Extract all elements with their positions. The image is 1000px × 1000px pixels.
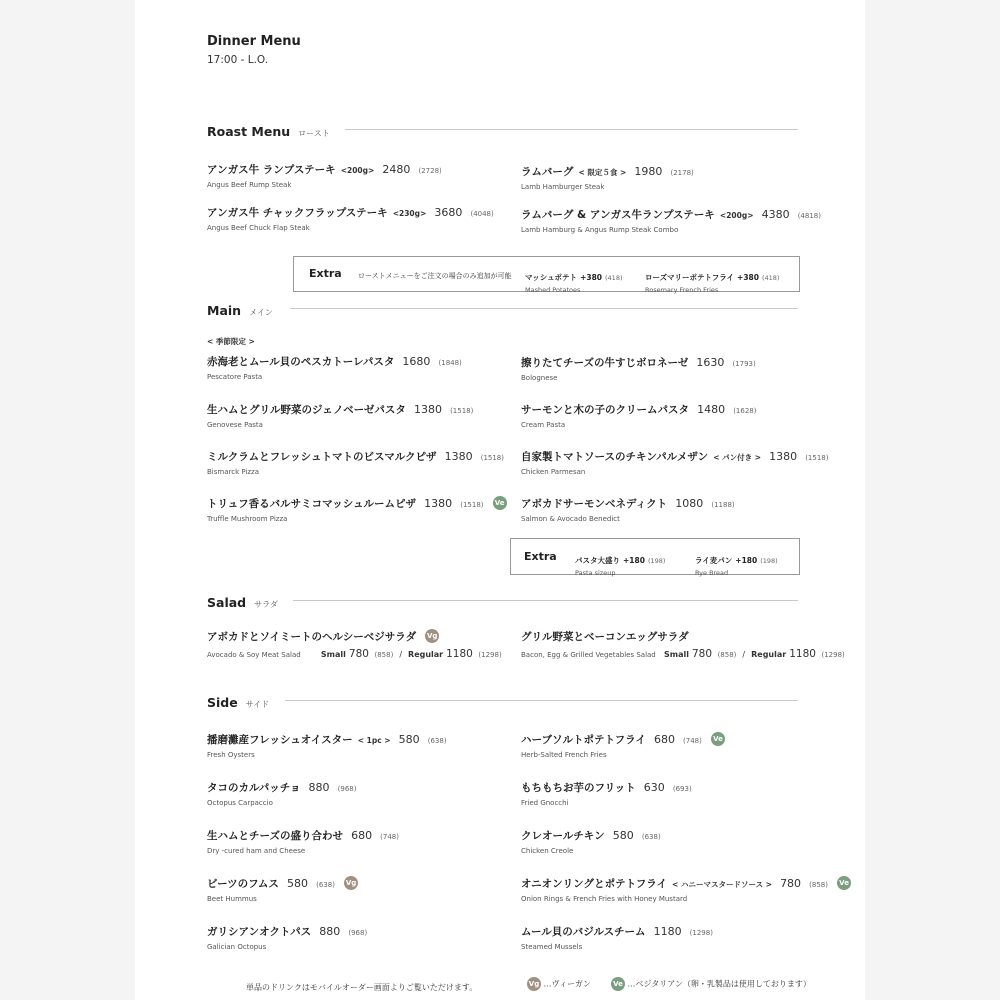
- item-name: クレオールチキン: [521, 830, 605, 842]
- menu-item: [521, 728, 725, 759]
- section-title: Salad: [207, 595, 247, 610]
- page-title: Dinner Menu: [207, 34, 301, 49]
- item-name: 生ハムとグリル野菜のジェノベーゼパスタ: [207, 404, 406, 416]
- menu-item: [207, 625, 502, 660]
- item-english: Dry -cured ham and Cheese: [207, 847, 306, 855]
- item-price: 1380: [424, 497, 453, 510]
- menu-item: [521, 625, 845, 660]
- item-english: Herb-Salted French Fries: [521, 751, 607, 759]
- item-price: 880: [308, 781, 330, 794]
- item-name: タコのカルパッチョ: [207, 782, 301, 794]
- item-size: < パン付き >: [713, 453, 761, 462]
- item-english: Angus Beef Rump Steak: [207, 181, 292, 189]
- section-title: Main: [207, 303, 242, 318]
- menu-item: [207, 158, 442, 189]
- item-name: グリル野菜とベーコンエッグサラダ: [521, 631, 689, 643]
- menu-item: [207, 872, 358, 903]
- item-tax-price: (1188): [711, 501, 735, 509]
- item-price: 1680: [402, 355, 431, 368]
- item-name: ビーツのフムス: [207, 878, 279, 890]
- extra-item-name: ライ麦パン: [695, 556, 733, 565]
- extra-item-price: +380: [580, 273, 603, 282]
- section-subtitle: メイン: [249, 308, 273, 317]
- regular-tax-price: (1298): [478, 651, 502, 659]
- item-tax-price: (1298): [689, 929, 713, 937]
- regular-label: Regular: [751, 650, 787, 659]
- item-tax-price: (4818): [797, 212, 821, 220]
- item-name: ムール貝のバジルスチーム: [521, 926, 646, 938]
- regular-price: 1180: [446, 648, 473, 660]
- section-divider: [290, 308, 798, 309]
- menu-item: [521, 160, 694, 191]
- section-subtitle: サラダ: [254, 600, 279, 609]
- item-price: 1180: [653, 925, 682, 938]
- item-english: Octopus Carpaccio: [207, 799, 273, 807]
- seasonal-tag: < 季節限定 >: [207, 337, 255, 346]
- extra-item-tax-price: (198): [760, 557, 778, 565]
- item-english: Bismarck Pizza: [207, 468, 260, 476]
- item-price: 1980: [634, 165, 663, 178]
- menu-item: [207, 445, 504, 476]
- section-divider: [285, 700, 798, 701]
- small-label: Small: [320, 650, 346, 659]
- item-size: <230g>: [392, 209, 427, 218]
- item-english: Lamb Hamburg & Angus Rump Steak Combo: [521, 226, 679, 234]
- item-name: ハーブソルトポテトフライ: [521, 734, 646, 746]
- item-english: Salmon & Avocado Benedict: [521, 515, 620, 523]
- item-price: 680: [653, 733, 675, 746]
- item-tax-price: (693): [672, 785, 692, 793]
- regular-price: 1180: [789, 648, 816, 660]
- extra-item: [575, 548, 665, 577]
- item-tax-price: (4048): [470, 210, 494, 218]
- salad-detail-row: [521, 648, 845, 660]
- menu-item: [521, 872, 851, 903]
- item-tax-price: (968): [337, 785, 357, 793]
- vegetarian-badge-icon: Ve: [837, 876, 851, 890]
- item-tax-price: (2728): [418, 167, 442, 175]
- small-label: Small: [664, 650, 689, 659]
- menu-item: [207, 824, 399, 855]
- item-price: 1080: [675, 497, 704, 510]
- extra-item-price: +180: [623, 556, 645, 565]
- item-name: 擦りたてチーズの牛すじボロネーゼ: [521, 357, 689, 369]
- item-english: Fried Gnocchi: [521, 799, 569, 807]
- salad-section-heading: [207, 592, 278, 611]
- small-tax-price: (858): [374, 651, 394, 659]
- side-section-heading: [207, 692, 269, 711]
- item-size: <200g>: [340, 166, 375, 175]
- item-price: 1380: [413, 403, 442, 416]
- price-separator: /: [742, 650, 746, 659]
- menu-item: [521, 445, 828, 476]
- item-tax-price: (638): [641, 833, 661, 841]
- item-name: ミルクラムとフレッシュトマトのビスマルクピザ: [207, 451, 437, 463]
- small-price: 780: [348, 648, 369, 660]
- menu-item: [521, 398, 756, 429]
- menu-item: [207, 920, 367, 951]
- item-name: ガリシアンオクトパス: [207, 926, 312, 938]
- extra-item-tax-price: (418): [605, 274, 623, 282]
- item-name: トリュフ香るバルサミコマッシュルームピザ: [207, 498, 417, 510]
- item-name: アンガス牛 ランプステーキ: [207, 164, 336, 176]
- small-price: 780: [691, 648, 713, 660]
- item-price: 580: [398, 733, 420, 746]
- menu-item: [207, 398, 473, 429]
- vegetarian-badge-icon: Ve: [611, 977, 625, 991]
- item-name: ラムバーグ: [521, 166, 574, 178]
- item-tax-price: (2178): [670, 169, 694, 177]
- small-tax-price: (858): [717, 651, 737, 659]
- item-name: アボカドとソイミートのヘルシーベジサラダ: [207, 631, 417, 643]
- item-name: 生ハムとチーズの盛り合わせ: [207, 830, 343, 842]
- regular-tax-price: (1298): [821, 651, 845, 659]
- size-prices: [321, 650, 502, 659]
- extra-note: ローストメニューをご注文の場合のみ追加が可能: [358, 272, 512, 280]
- item-english: Galician Octopus: [207, 943, 267, 951]
- item-english: Bolognese: [521, 374, 558, 382]
- item-tax-price: (638): [316, 881, 335, 889]
- extra-item-tax-price: (198): [647, 557, 666, 565]
- item-english: Truffle Mushroom Pizza: [207, 515, 288, 523]
- menu-item: [521, 203, 821, 234]
- vegetarian-badge-icon: Ve: [711, 732, 725, 746]
- item-size: < 1pc >: [357, 736, 391, 745]
- item-price: 1630: [696, 356, 725, 369]
- item-price: 2480: [382, 163, 411, 176]
- menu-item: [521, 492, 735, 523]
- section-subtitle: ロースト: [298, 129, 330, 138]
- regular-label: Regular: [408, 650, 444, 659]
- item-tax-price: (638): [427, 737, 447, 745]
- extra-item: [645, 265, 779, 294]
- menu-item: [521, 824, 661, 855]
- item-english: Chicken Parmesan: [521, 468, 586, 476]
- item-english: Chicken Creole: [521, 847, 574, 855]
- item-tax-price: (858): [809, 881, 828, 889]
- section-subtitle: サイド: [245, 700, 270, 709]
- item-english: Pescatore Pasta: [207, 373, 263, 381]
- menu-item: [207, 776, 356, 807]
- extra-item-english: Rye Bread: [695, 569, 729, 577]
- item-tax-price: (1628): [733, 407, 757, 415]
- item-price: 780: [780, 877, 802, 890]
- item-name: オニオンリングとポテトフライ: [521, 878, 667, 890]
- drinks-note: 単品のドリンクはモバイルオーダー画面よりご覧いただけます。: [246, 983, 478, 992]
- item-english: Steamed Mussels: [521, 943, 583, 951]
- extra-item-price: +180: [735, 556, 758, 565]
- item-name: 赤海老とムール貝のペスカトーレパスタ: [207, 356, 395, 368]
- extra-item-name: ローズマリーポテトフライ: [645, 273, 735, 282]
- main-section-heading: [207, 300, 273, 319]
- item-tax-price: (1848): [438, 359, 462, 367]
- item-english: Fresh Oysters: [207, 751, 255, 759]
- section-divider: [345, 129, 798, 130]
- item-english: Onion Rings & French Fries with Honey Mustard: [521, 895, 688, 903]
- item-tax-price: (1518): [460, 501, 484, 509]
- item-english: Angus Beef Chuck Flap Steak: [207, 224, 310, 232]
- extra-item-name: パスタ大盛り: [575, 556, 620, 565]
- item-name: ラムバーグ & アンガス牛ランプステーキ: [521, 209, 715, 221]
- menu-item: [521, 920, 713, 951]
- item-english: Cream Pasta: [521, 421, 566, 429]
- section-title: Roast Menu: [207, 124, 291, 139]
- extra-item-english: Rosemary French Fries: [645, 286, 719, 294]
- item-english: Beet Hummus: [207, 895, 257, 903]
- item-price: 630: [643, 781, 665, 794]
- item-tax-price: (748): [380, 833, 399, 841]
- vegan-legend-text: …ヴィーガン: [543, 979, 591, 989]
- item-size: <200g>: [719, 211, 754, 220]
- menu-item: [207, 492, 507, 523]
- vegan-badge-icon: Vg: [425, 629, 439, 643]
- extra-item: [525, 265, 623, 294]
- item-price: 3680: [434, 206, 463, 219]
- menu-item: [521, 351, 756, 382]
- item-price: 1480: [697, 403, 726, 416]
- extra-item-name: マッシュポテト: [525, 273, 578, 282]
- roast-section-heading: [207, 121, 330, 140]
- extra-item-tax-price: (418): [761, 274, 780, 282]
- menu-item: [207, 728, 447, 759]
- item-size: < ハニーマスタードソース >: [672, 880, 772, 889]
- item-price: 4380: [761, 208, 790, 221]
- item-tax-price: (1518): [450, 407, 474, 415]
- item-english: Lamb Hamburger Steak: [521, 183, 605, 191]
- item-price: 1380: [769, 450, 798, 463]
- extra-item-english: Mashed Potatoes: [525, 286, 581, 294]
- item-english: Avocado & Soy Meat Salad: [207, 651, 301, 659]
- footer-legend-vegetarian: [611, 977, 811, 991]
- item-english: Genovese Pasta: [207, 421, 263, 429]
- item-name: もちもちお芋のフリット: [521, 782, 636, 794]
- item-name: アボカドサーモンベネディクト: [521, 498, 668, 510]
- vegetarian-badge-icon: Ve: [493, 496, 507, 510]
- item-price: 880: [319, 925, 341, 938]
- item-tax-price: (748): [683, 737, 702, 745]
- item-name: 自家製トマトソースのチキンパルメザン: [521, 451, 709, 463]
- vegan-badge-icon: Vg: [344, 876, 358, 890]
- vegetarian-legend-text: …ベジタリアン（卵・乳製品は使用しております）: [627, 979, 811, 989]
- footer-legend-vegan: [527, 977, 591, 991]
- item-name: 播磨灘産フレッシュオイスター: [207, 734, 353, 746]
- item-tax-price: (1518): [805, 454, 829, 462]
- item-tax-price: (968): [348, 929, 368, 937]
- main-extra-box: [510, 538, 800, 575]
- price-separator: /: [399, 650, 403, 659]
- menu-item: [207, 336, 462, 381]
- item-price: 680: [351, 829, 373, 842]
- item-tax-price: (1518): [480, 454, 504, 462]
- extra-item: [695, 548, 778, 577]
- section-divider: [293, 600, 798, 601]
- service-hours: 17:00 - L.O.: [207, 54, 269, 66]
- item-size: < 限定５食 >: [578, 168, 627, 177]
- extra-label: Extra: [309, 267, 342, 280]
- item-price: 580: [287, 877, 309, 890]
- item-price: 1380: [444, 450, 473, 463]
- item-english: Bacon, Egg & Grilled Vegetables Salad: [521, 651, 656, 659]
- section-title: Side: [207, 695, 238, 710]
- size-prices: [664, 650, 845, 659]
- extra-item-english: Pasta sizeup: [575, 569, 616, 577]
- item-price: 580: [612, 829, 634, 842]
- extra-label: Extra: [524, 550, 557, 563]
- roast-extra-box: [293, 256, 800, 292]
- menu-item: [521, 776, 692, 807]
- menu-item: [207, 201, 494, 232]
- vegan-badge-icon: Vg: [527, 977, 541, 991]
- salad-detail-row: [207, 648, 502, 660]
- extra-item-price: +380: [737, 273, 759, 282]
- item-name: サーモンと木の子のクリームパスタ: [521, 404, 689, 416]
- item-tax-price: (1793): [732, 360, 756, 368]
- item-name: アンガス牛 チャックフラップステーキ: [207, 207, 388, 219]
